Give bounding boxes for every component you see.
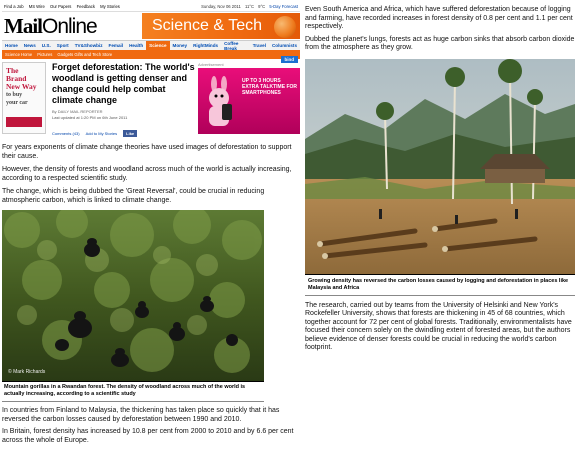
nav-tv-showbiz[interactable]: TV&Showbiz (74, 43, 103, 48)
car-advert[interactable] (2, 62, 46, 134)
utility-link-ms-wire[interactable]: MS Wire (28, 4, 45, 9)
nav-sport[interactable]: Sport (56, 43, 69, 48)
deforestation-photo (305, 59, 575, 274)
comments-link[interactable]: Comments (43) (52, 131, 80, 136)
nav-science[interactable]: Science (146, 41, 169, 51)
site-logo[interactable] (2, 14, 97, 39)
paragraph: For years exponents of climate change theories have used images of deforestation to support their cause. (2, 144, 292, 160)
masthead (2, 12, 300, 40)
car-advert-text (6, 67, 42, 107)
top-utility-bar (2, 2, 300, 12)
facebook-like-button[interactable]: Like (123, 130, 137, 137)
paragraph: However, the density of forests and woodland across much of the world is actually increasing, according to a respected scientific study. (2, 166, 292, 182)
nav-coffee-break[interactable]: Coffee Break (224, 40, 239, 51)
ad-line: your car (6, 100, 28, 106)
ad-stripe (6, 117, 42, 127)
ad-line: Brand (6, 74, 27, 83)
phone-advert-box (198, 68, 300, 134)
bind-logo: bind (281, 56, 299, 63)
social-bar (52, 130, 196, 137)
gorilla-forest-image (2, 210, 264, 381)
logo-mail: Mail (4, 13, 42, 38)
advert-label: Advertisement (198, 62, 224, 67)
paragraph: In countries from Finland to Malaysia, the thickening has taken place so quickly that it has reversed the carbon losses caused by deforestation between 1990 and 2010. (2, 407, 280, 423)
nav-money[interactable]: Money (172, 43, 188, 48)
ad-line: to buy (6, 92, 23, 98)
logo-online: Online (42, 14, 97, 38)
bunny-mascot-icon (204, 76, 236, 128)
utility-link-my-stories[interactable]: My Stories (100, 4, 120, 9)
nav-news[interactable]: News (23, 43, 36, 48)
sub-nav (2, 50, 300, 59)
article-headline: Forget deforestation: The world's woodland is getting denser and change could help combat climate change (52, 62, 195, 105)
nav-femail[interactable]: Femail (108, 43, 124, 48)
paragraph: Even South America and Africa, which have suffered deforestation because of logging and farming, have recorded increases in forest density of 0.8 per cent and 1.1 per cent respectively. (305, 6, 573, 30)
date-weather (198, 4, 298, 9)
utility-link-find-job[interactable]: Find a Job (4, 4, 24, 9)
current-date: Sunday, Nov 06 2011 (201, 4, 241, 9)
right-column (305, 6, 575, 353)
nav-home[interactable]: Home (5, 43, 18, 48)
nav-us[interactable]: U.S. (41, 43, 51, 48)
utility-link-feedback[interactable]: Feedback (76, 4, 95, 9)
five-day-forecast-link[interactable]: 5-Day Forecast (269, 4, 298, 9)
ad-line: The (6, 66, 19, 75)
ad-line: New Way (6, 82, 37, 91)
article-header (2, 57, 300, 138)
nav-columnists[interactable]: Columnists (271, 43, 297, 48)
add-to-stories-link[interactable]: Add to My Stories (85, 131, 118, 136)
article-byline[interactable]: By DAILY MAIL REPORTER (52, 109, 103, 114)
subnav-pictures[interactable]: Pictures (37, 52, 53, 57)
main-nav (2, 40, 300, 50)
paragraph: In Britain, forest density has increased by 10.8 per cent from 2000 to 2010 and by 6.6 per cent across the whole of Europe. (2, 428, 294, 444)
section-banner (142, 13, 300, 39)
utility-links (4, 4, 124, 9)
phone-advert[interactable] (198, 57, 300, 134)
advert-offer-text: UP TO 3 HOURS EXTRA TALKTIME FOR SMARTPHONES (242, 78, 297, 96)
temp-tomorrow: 9°C (258, 4, 266, 9)
logging-site-image (305, 59, 575, 274)
subnav-gadgets-store[interactable]: Gadgets Gifts and Tech Store (57, 52, 113, 57)
nav-health[interactable]: Health (129, 43, 144, 48)
article-updated: Last updated at 1:20 PM on 6th June 2011 (52, 115, 128, 120)
nav-rightminds[interactable]: RightMinds (193, 43, 219, 48)
left-column (2, 2, 300, 445)
paragraph: The research, carried out by teams from the University of Helsinki and New York's Rockefeller University, shows that forests are thickening in 45 of 68 countries, which together account for 72 per cent of global forests. Traditionally, environmentalists have focused their concern solely on the dwindling extent of forested areas, but the authors believe evidence of denser forests could be crucial in reducing the world's carbon footprint. (305, 301, 572, 351)
section-title: Science & Tech (152, 17, 262, 34)
utility-link-our-papers[interactable]: Our Papers (49, 4, 72, 9)
deforestation-photo-caption: Growing density has reversed the carbon losses caused by logging and deforestation in places like Malaysia and Africa (305, 274, 575, 296)
photo-credit: © Mark Richards (8, 369, 46, 375)
paragraph: The change, which is being dubbed the 'Great Reversal', could be crucial in reducing atmospheric carbon, which is linked to climate change. (2, 188, 265, 204)
gorilla-photo-caption: Mountain gorillas in a Rwandan forest. The density of woodland across much of the world is actually increasing, according to a scientific study (2, 381, 264, 402)
headline-block (46, 62, 196, 138)
nav-travel[interactable]: Travel (252, 43, 266, 48)
gorilla-photo (2, 210, 264, 381)
planet-graphic-icon (274, 16, 296, 38)
paragraph: Dubbed the planet's lungs, forests act as huge carbon sinks that absorb carbon dioxide from the atmosphere as they grow. (305, 35, 575, 51)
temp-today: 11°C (244, 4, 254, 9)
subnav-science-home[interactable]: Science Home (5, 52, 33, 57)
